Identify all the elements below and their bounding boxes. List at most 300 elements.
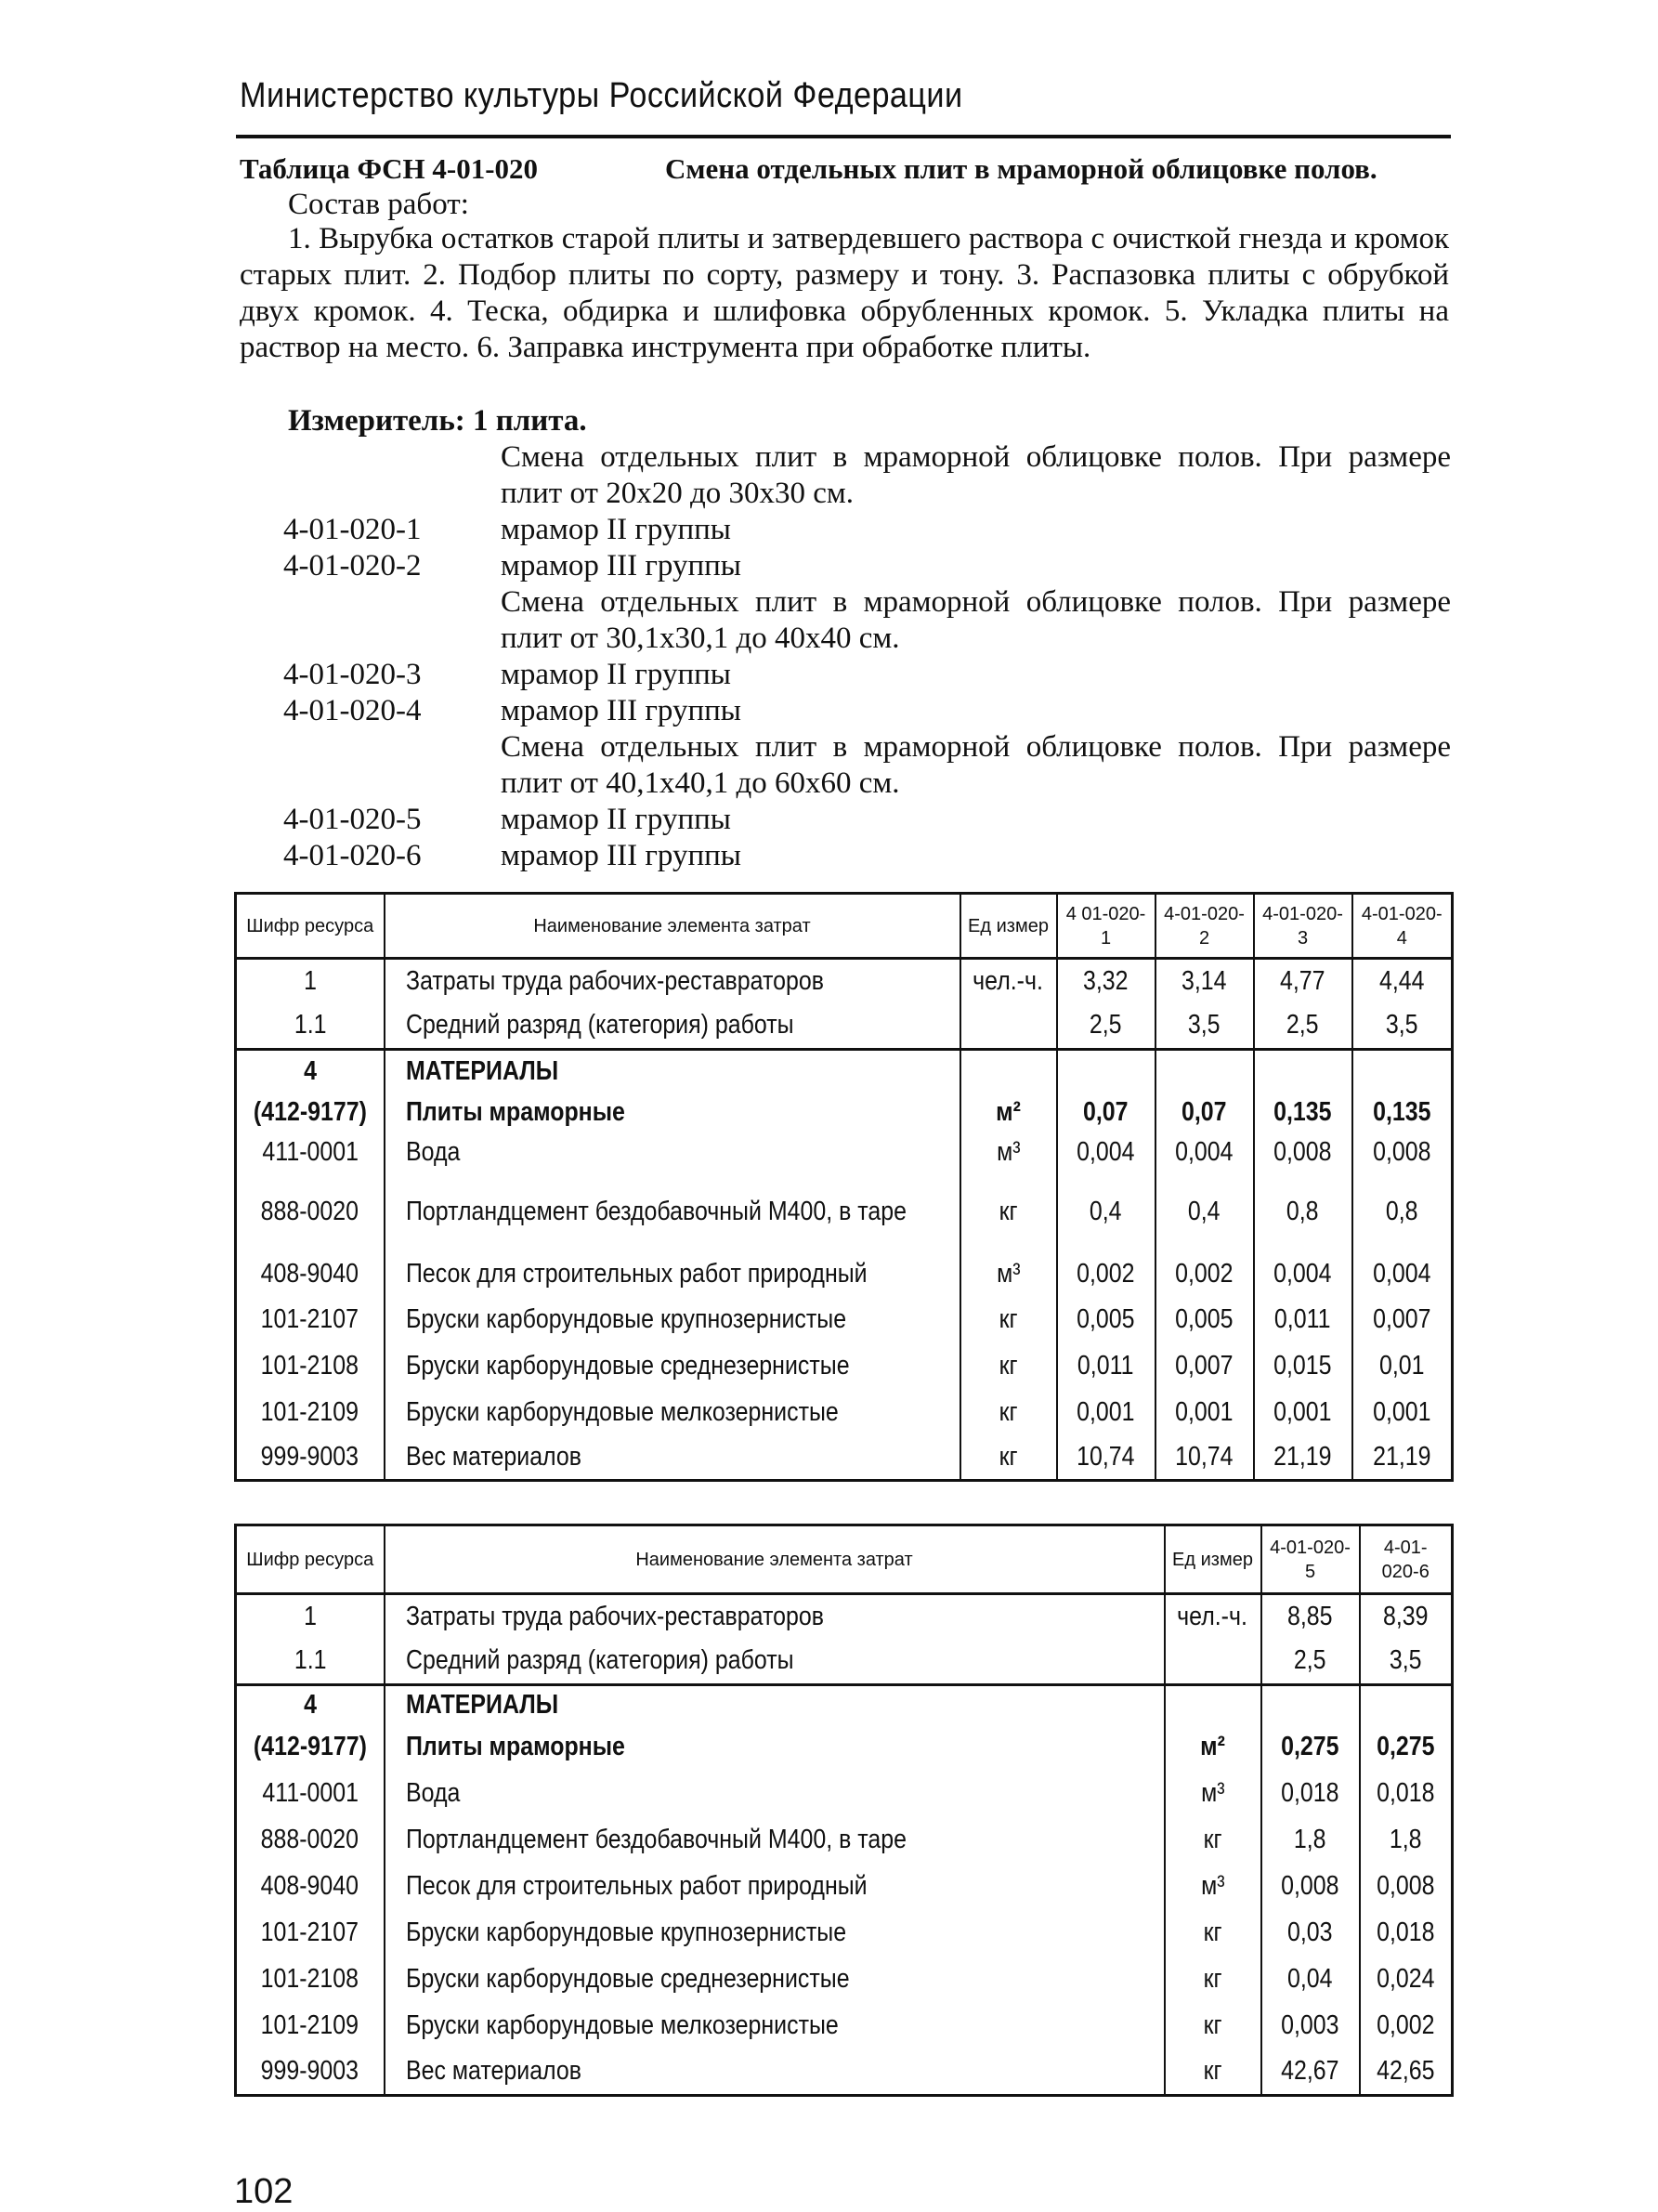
works-label: Состав работ: (288, 188, 469, 221)
norm-value-cell (1360, 1594, 1453, 1639)
norm-value-text: 0,011 (1274, 1304, 1331, 1334)
norm-value-cell (1360, 1724, 1453, 1771)
variant-text: мрамор III группы (501, 549, 741, 582)
cost-element-text: Затраты труда рабочих-реставраторов (405, 965, 824, 996)
unit-text: кг (999, 1397, 1018, 1427)
norm-value-text: 0,005 (1077, 1304, 1135, 1334)
norm-value-cell (1261, 1864, 1360, 1910)
norm-value-cell (1360, 1639, 1453, 1685)
variant-code (283, 584, 501, 657)
resource-code-cell (236, 1594, 385, 1639)
norm-value-text: 0,04 (1287, 1964, 1333, 1994)
norm-value-cell (1057, 1172, 1155, 1252)
unit-cell (1165, 1910, 1261, 1957)
norm-value-cell (1261, 2049, 1360, 2096)
norm-value-text: 0,07 (1181, 1097, 1227, 1127)
norm-value-text: 0,004 (1373, 1259, 1431, 1289)
norm-value-cell (1261, 2003, 1360, 2049)
norm-value-cell (1057, 1050, 1155, 1093)
norm-value-cell (1155, 1003, 1254, 1050)
header-cell: Шифр ресурса (236, 894, 385, 959)
resource-code-text: 999-9003 (261, 2056, 359, 2087)
unit-text: м³ (996, 1259, 1021, 1289)
norm-value-cell (1057, 1003, 1155, 1050)
unit-cell (1165, 1724, 1261, 1771)
table-row (236, 1957, 1453, 2003)
norm-value-text: 0,004 (1273, 1259, 1332, 1289)
norm-value-cell (1057, 959, 1155, 1003)
norm-value-text: 0,018 (1377, 1918, 1435, 1947)
resource-table-2 (234, 1524, 1454, 2097)
resource-code-text: 1 (303, 1601, 317, 1631)
cost-element-cell (385, 1685, 1165, 1724)
cost-element-text: Песок для строительных работ природный (405, 1259, 868, 1289)
norm-value-cell (1057, 1297, 1155, 1343)
unit-text: чел.-ч. (973, 965, 1044, 996)
variant-row (283, 657, 1451, 693)
resource-code-text: 101-2109 (261, 1397, 359, 1427)
table-row (236, 2049, 1453, 2096)
unit-text: кг (1203, 2056, 1222, 2087)
resource-code-cell (236, 1050, 385, 1093)
header-cell: Наименование элемента затрат (385, 1525, 1165, 1594)
header-cell: 4-01-020-4 (1352, 894, 1453, 959)
table-row (236, 1093, 1453, 1133)
unit-text: кг (999, 1197, 1018, 1226)
norm-value-text: 0,018 (1377, 1778, 1435, 1808)
norm-value-text: 0,003 (1281, 2010, 1339, 2040)
norm-value-cell (1261, 1817, 1360, 1864)
cost-element-text: Вес материалов (405, 1442, 581, 1472)
norm-value-text: 0,275 (1281, 1732, 1339, 1761)
unit-cell (1165, 1639, 1261, 1685)
cost-element-cell (385, 1910, 1165, 1957)
norm-value-text: 0,135 (1273, 1097, 1332, 1127)
table-row (236, 1050, 1453, 1093)
resource-code-text: 1.1 (294, 1645, 327, 1676)
cost-element-cell (385, 1172, 960, 1252)
variant-text: мрамор II группы (501, 803, 731, 836)
norm-value-text: 0,4 (1090, 1197, 1122, 1226)
unit-cell (960, 1093, 1057, 1133)
norm-value-text: 0,4 (1188, 1197, 1221, 1226)
norm-value-text: 0,004 (1175, 1137, 1234, 1167)
variant-text: мрамор II группы (501, 658, 731, 691)
table-row (236, 1003, 1453, 1050)
cost-element-cell (385, 1771, 1165, 1817)
unit-cell (960, 1297, 1057, 1343)
unit-cell (960, 1050, 1057, 1093)
variant-row (283, 838, 1451, 874)
norm-value-cell (1254, 1252, 1352, 1297)
variant-row (283, 548, 1451, 584)
resource-code-text: 408-9040 (261, 1259, 359, 1289)
norm-value-text: 0,002 (1377, 2010, 1435, 2040)
norm-value-cell (1360, 1957, 1453, 2003)
variant-row (283, 512, 1451, 548)
table-row (236, 959, 1453, 1003)
norm-value-text: 0,002 (1175, 1259, 1234, 1289)
norm-value-cell (1057, 1252, 1155, 1297)
variant-code: 4-01-020-1 (283, 513, 422, 546)
header-cell: Ед измер (1165, 1525, 1261, 1594)
norm-value-text: 0,008 (1373, 1137, 1431, 1167)
cost-element-text: Вода (405, 1778, 460, 1808)
resource-code-cell (236, 1864, 385, 1910)
variant-text: Смена отдельных плит в мраморной облицовке полов. При размере плит от 30,1x30,1 до 40x40 см. (501, 585, 1451, 655)
norm-value-cell (1360, 2003, 1453, 2049)
unit-text: м² (1200, 1732, 1225, 1761)
unit-cell (1165, 1771, 1261, 1817)
unit-text: кг (999, 1442, 1018, 1472)
norm-value-text: 0,001 (1373, 1397, 1431, 1427)
norm-value-cell (1155, 1093, 1254, 1133)
norm-value-cell (1261, 1910, 1360, 1957)
table-row (236, 1910, 1453, 1957)
norm-value-text: 4,44 (1378, 965, 1425, 996)
norm-value-text: 2,5 (1286, 1010, 1319, 1041)
cost-element-cell (385, 1252, 960, 1297)
norm-value-text: 0,008 (1273, 1137, 1332, 1167)
norm-value-cell (1360, 1910, 1453, 1957)
norm-value-text: 1,8 (1389, 1825, 1422, 1854)
variant-row (283, 693, 1451, 729)
norm-value-text: 0,002 (1077, 1259, 1135, 1289)
norm-value-text: 4,77 (1280, 965, 1325, 996)
norm-value-cell (1352, 1436, 1453, 1481)
norm-value-cell (1057, 1436, 1155, 1481)
cost-element-text: Средний разряд (категория) работы (405, 1010, 794, 1041)
norm-value-cell (1360, 1817, 1453, 1864)
cost-element-cell (385, 1003, 960, 1050)
resource-code-cell (236, 1771, 385, 1817)
resource-code-text: 101-2107 (261, 1918, 359, 1947)
resource-code-cell (236, 1172, 385, 1252)
variant-text: мрамор III группы (501, 694, 741, 727)
norm-value-text: 0,01 (1378, 1351, 1425, 1381)
resource-code-cell (236, 1957, 385, 2003)
norm-value-text: 0,007 (1373, 1304, 1431, 1334)
cost-element-cell (385, 2049, 1165, 2096)
resource-code-cell (236, 1639, 385, 1685)
table-title: Таблица ФСН 4-01-020 (240, 152, 539, 185)
norm-value-text: 3,5 (1188, 1010, 1221, 1041)
norm-value-text: 3,5 (1385, 1010, 1418, 1041)
table-row (236, 1133, 1453, 1172)
table-caption: Смена отдельных плит в мраморной облицовке полов. (665, 152, 1377, 185)
resource-code-cell (236, 1724, 385, 1771)
norm-value-cell (1254, 1093, 1352, 1133)
unit-text: кг (999, 1351, 1018, 1381)
cost-element-text: Бруски карборундовые крупнозернистые (405, 1918, 846, 1947)
cost-element-cell (385, 1864, 1165, 1910)
resource-code-cell (236, 1685, 385, 1724)
norm-value-text: 0,008 (1377, 1871, 1435, 1901)
unit-cell (1165, 2003, 1261, 2049)
resource-code-text: 4 (303, 1689, 317, 1720)
measure-unit: Измеритель: 1 плита. (288, 404, 587, 438)
unit-cell (960, 1436, 1057, 1481)
norm-value-cell (1360, 1685, 1453, 1724)
norm-value-text: 0,001 (1175, 1397, 1234, 1427)
norm-value-text: 0,8 (1385, 1197, 1418, 1226)
resource-code-cell (236, 1436, 385, 1481)
unit-cell (1165, 1957, 1261, 2003)
variant-code (283, 729, 501, 802)
table-row (236, 1343, 1453, 1390)
cost-element-text: Песок для строительных работ природный (405, 1871, 868, 1901)
norm-value-text: 0,275 (1377, 1732, 1435, 1761)
norm-value-cell (1155, 1172, 1254, 1252)
page-number: 102 (234, 2172, 294, 2211)
cost-element-text: Портландцемент бездобавочный М400, в таре (405, 1197, 907, 1226)
resource-code-cell (236, 2003, 385, 2049)
resource-code-cell (236, 959, 385, 1003)
resource-code-cell (236, 1297, 385, 1343)
norm-value-cell (1057, 1093, 1155, 1133)
norm-value-cell (1254, 959, 1352, 1003)
norm-value-text: 21,19 (1273, 1442, 1332, 1472)
table-header-row (236, 1525, 1453, 1594)
cost-element-text: Плиты мраморные (405, 1097, 625, 1127)
unit-text: м³ (996, 1137, 1021, 1167)
cost-element-cell (385, 2003, 1165, 2049)
table-row (236, 1297, 1453, 1343)
norm-value-cell (1254, 1050, 1352, 1093)
works-description: 1. Вырубка остатков старой плиты и затвердевшего раствора с очисткой гнезда и кромок старых плит. 2. Подбор плиты по сорту, размеру и тону. 3. Распазовка плиты с обрубкой двух кромок. 4. Теска, обдирка и шлифовка обрубленных кромок. 5. Укладка плиты на раствор на место. 6. Заправка инструмента при обработке плиты. (240, 222, 1449, 364)
norm-value-text: 0,011 (1077, 1351, 1134, 1381)
norm-value-text: 0,024 (1377, 1964, 1435, 1994)
variant-row (283, 729, 1451, 802)
norm-value-cell (1261, 1957, 1360, 2003)
table-row (236, 1594, 1453, 1639)
norm-value-cell (1352, 1297, 1453, 1343)
norm-value-text: 3,32 (1083, 965, 1129, 996)
norm-value-cell (1155, 1252, 1254, 1297)
norm-value-cell (1155, 1343, 1254, 1390)
norm-value-cell (1352, 1390, 1453, 1436)
cost-element-cell (385, 1297, 960, 1343)
resource-table-1 (234, 892, 1454, 1482)
variant-text: Смена отдельных плит в мраморной облицовке полов. При размере плит от 40,1x40,1 до 60x60 см. (501, 730, 1451, 800)
table-row (236, 1436, 1453, 1481)
unit-cell (1165, 1817, 1261, 1864)
resource-code-text: 888-0020 (261, 1197, 359, 1226)
unit-text: кг (1203, 1964, 1222, 1994)
norm-value-text: 0,001 (1077, 1397, 1135, 1427)
unit-cell (1165, 1864, 1261, 1910)
norm-value-cell (1254, 1172, 1352, 1252)
cost-element-text: Вода (405, 1137, 460, 1167)
unit-text: кг (1203, 2010, 1222, 2040)
unit-text: чел.-ч. (1177, 1601, 1248, 1631)
norm-value-cell (1360, 1864, 1453, 1910)
norm-value-text: 0,004 (1077, 1137, 1135, 1167)
cost-element-text: Бруски карборундовые крупнозернистые (405, 1304, 846, 1334)
norm-value-cell (1360, 2049, 1453, 2096)
cost-element-text: Бруски карборундовые мелкозернистые (405, 1397, 839, 1427)
norm-value-text: 0,03 (1287, 1918, 1333, 1947)
unit-text: м³ (1200, 1871, 1225, 1901)
cost-element-cell (385, 1050, 960, 1093)
cost-element-text: МАТЕРИАЛЫ (405, 1055, 558, 1086)
cost-element-text: Плиты мраморные (405, 1732, 625, 1761)
resource-code-text: 101-2109 (261, 2010, 359, 2040)
norm-value-text: 2,5 (1294, 1645, 1326, 1676)
variant-text: мрамор III группы (501, 839, 741, 872)
norm-value-text: 10,74 (1077, 1442, 1135, 1472)
variant-text: мрамор II группы (501, 513, 731, 546)
norm-value-cell (1360, 1771, 1453, 1817)
norm-value-text: 0,005 (1175, 1304, 1234, 1334)
cost-element-text: Затраты труда рабочих-реставраторов (405, 1601, 824, 1631)
resource-code-text: (412-9177) (253, 1732, 367, 1761)
norm-value-text: 0,135 (1373, 1097, 1431, 1127)
resource-code-text: 101-2108 (261, 1351, 359, 1381)
norm-value-text: 2,5 (1090, 1010, 1122, 1041)
unit-cell (960, 1390, 1057, 1436)
norm-value-text: 21,19 (1373, 1442, 1431, 1472)
header-cell: Наименование элемента затрат (385, 894, 960, 959)
norm-value-text: 0,001 (1273, 1397, 1332, 1427)
cost-element-cell (385, 1093, 960, 1133)
cost-element-cell (385, 1817, 1165, 1864)
norm-value-cell (1155, 1390, 1254, 1436)
resource-code-text: (412-9177) (253, 1097, 367, 1127)
norm-value-cell (1352, 1172, 1453, 1252)
unit-cell (960, 959, 1057, 1003)
norm-value-cell (1057, 1133, 1155, 1172)
norm-value-text: 8,39 (1382, 1601, 1429, 1631)
norm-value-cell (1261, 1639, 1360, 1685)
cost-element-text: Средний разряд (категория) работы (405, 1645, 794, 1676)
unit-cell (960, 1133, 1057, 1172)
cost-element-cell (385, 1724, 1165, 1771)
norm-value-text: 3,5 (1389, 1645, 1422, 1676)
cost-element-cell (385, 959, 960, 1003)
variant-code: 4-01-020-5 (283, 803, 422, 836)
norm-value-cell (1254, 1133, 1352, 1172)
norm-value-cell (1155, 1436, 1254, 1481)
resource-code-cell (236, 2049, 385, 2096)
header-rule (236, 135, 1451, 138)
unit-text: м³ (1200, 1778, 1225, 1808)
resource-code-text: 408-9040 (261, 1871, 359, 1901)
cost-element-cell (385, 1436, 960, 1481)
norm-value-cell (1155, 1050, 1254, 1093)
resource-code-text: 1 (303, 965, 317, 996)
unit-cell (960, 1343, 1057, 1390)
norm-value-text: 0,8 (1286, 1197, 1319, 1226)
unit-cell (960, 1252, 1057, 1297)
table-row (236, 1685, 1453, 1724)
table-row (236, 1817, 1453, 1864)
variant-row (283, 439, 1451, 512)
header-cell: Шифр ресурса (236, 1525, 385, 1594)
norm-value-cell (1352, 1050, 1453, 1093)
norm-value-cell (1155, 1297, 1254, 1343)
variant-code: 4-01-020-2 (283, 549, 422, 582)
variant-text: Смена отдельных плит в мраморной облицовке полов. При размере плит от 20x20 до 30x30 см. (501, 440, 1451, 510)
resource-code-cell (236, 1093, 385, 1133)
unit-cell (1165, 1685, 1261, 1724)
variant-code (283, 439, 501, 512)
norm-value-text: 8,85 (1287, 1601, 1333, 1631)
variant-list (283, 439, 1451, 874)
resource-code-cell (236, 1003, 385, 1050)
norm-value-cell (1057, 1343, 1155, 1390)
table-row (236, 1252, 1453, 1297)
norm-value-text: 0,015 (1273, 1351, 1332, 1381)
norm-value-cell (1057, 1390, 1155, 1436)
cost-element-cell (385, 1594, 1165, 1639)
cost-element-cell (385, 1957, 1165, 2003)
resource-code-text: 411-0001 (261, 1778, 359, 1808)
cost-element-cell (385, 1133, 960, 1172)
norm-value-cell (1352, 1003, 1453, 1050)
norm-value-cell (1352, 959, 1453, 1003)
header-cell: 4-01-020-6 (1360, 1525, 1453, 1594)
norm-value-text: 10,74 (1175, 1442, 1234, 1472)
norm-value-text: 0,008 (1281, 1871, 1339, 1901)
table-row (236, 1771, 1453, 1817)
variant-code: 4-01-020-6 (283, 839, 422, 872)
norm-value-text: 42,67 (1281, 2056, 1339, 2087)
resource-code-text: 101-2107 (261, 1304, 359, 1334)
unit-cell (960, 1003, 1057, 1050)
resource-code-text: 999-9003 (261, 1442, 359, 1472)
resource-code-cell (236, 1817, 385, 1864)
cost-element-cell (385, 1343, 960, 1390)
norm-value-cell (1261, 1724, 1360, 1771)
table-row (236, 1864, 1453, 1910)
norm-value-cell (1254, 1436, 1352, 1481)
cost-element-text: Портландцемент бездобавочный М400, в таре (405, 1825, 907, 1854)
cost-element-text: Бруски карборундовые среднезернистые (405, 1351, 850, 1381)
resource-code-cell (236, 1390, 385, 1436)
norm-value-text: 0,018 (1281, 1778, 1339, 1808)
cost-element-text: Бруски карборундовые мелкозернистые (405, 2010, 839, 2040)
unit-text: кг (1203, 1918, 1222, 1947)
variant-code: 4-01-020-3 (283, 658, 422, 691)
cost-element-text: МАТЕРИАЛЫ (405, 1689, 558, 1720)
norm-value-cell (1261, 1771, 1360, 1817)
ministry-header: Министерство культуры Российской Федерации (240, 76, 963, 115)
norm-value-cell (1254, 1343, 1352, 1390)
resource-code-text: 101-2108 (261, 1964, 359, 1994)
table-header-row (236, 894, 1453, 959)
resource-code-text: 888-0020 (261, 1825, 359, 1854)
table-row (236, 1724, 1453, 1771)
header-cell: 4-01-020-5 (1261, 1525, 1360, 1594)
norm-value-text: 0,07 (1083, 1097, 1129, 1127)
norm-value-cell (1155, 959, 1254, 1003)
norm-value-cell (1261, 1685, 1360, 1724)
variant-row (283, 802, 1451, 838)
table-row (236, 1172, 1453, 1252)
table-row (236, 1639, 1453, 1685)
cost-element-cell (385, 1390, 960, 1436)
resource-code-text: 411-0001 (261, 1137, 359, 1167)
norm-value-cell (1155, 1133, 1254, 1172)
norm-value-cell (1254, 1390, 1352, 1436)
header-cell: 4-01-020-3 (1254, 894, 1352, 959)
resource-code-cell (236, 1133, 385, 1172)
resource-code-cell (236, 1252, 385, 1297)
norm-value-text: 42,65 (1377, 2056, 1435, 2087)
variant-code: 4-01-020-4 (283, 694, 422, 727)
header-cell: 4-01-020-2 (1155, 894, 1254, 959)
